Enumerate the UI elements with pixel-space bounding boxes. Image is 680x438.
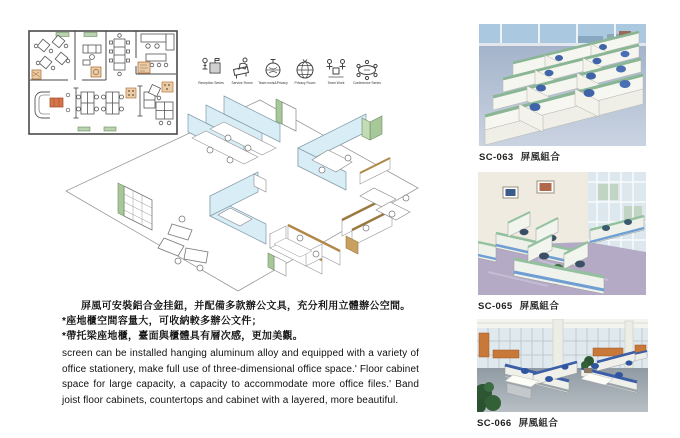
office-room	[83, 45, 101, 65]
legend-label: Conference Series	[353, 81, 382, 85]
photo-sc-065	[478, 172, 646, 295]
photo-sc-063	[479, 24, 646, 146]
product-sc-065	[478, 172, 646, 312]
legend-label: Reception Series	[197, 81, 224, 85]
legend-label: Team work&Privacy	[258, 81, 289, 85]
legend-label: Privacy Room	[294, 81, 316, 85]
caption-sc-065	[478, 298, 646, 312]
product-name: 屏風組合	[519, 301, 560, 312]
caption-sc-066	[477, 415, 648, 429]
isometric-drawing	[60, 88, 428, 300]
description-zh-line: 屏風可安裝鋁合金挂鈕，并配備多款辦公文具，充分利用立體辦公空間。	[81, 301, 411, 312]
reception-icon	[199, 56, 223, 82]
service-room-icon	[230, 56, 254, 82]
product-sc-063	[479, 24, 646, 163]
product-description	[62, 299, 419, 408]
reception-tables	[34, 35, 70, 70]
product-name: 屏風組合	[518, 418, 559, 429]
product-code: SC-066	[477, 418, 512, 429]
conference-icon	[355, 56, 379, 82]
team-work-icon	[324, 56, 348, 82]
product-name: 屏風組合	[520, 152, 561, 163]
photo-sc-066	[477, 319, 648, 412]
isometric-office-layout	[60, 88, 428, 300]
caption-sc-063	[479, 149, 646, 163]
description-en-text: screen can be installed hanging aluminum alloy and equipped with a variety of office stationery, make full use of three-dimensional office space.' Floor cabinet space for large capacity, a capacity to accommodate more office files.' Band joist floor cabinets, countertops and cabinet with a layered, more beautiful.	[62, 348, 419, 406]
description-zh-line: *座地櫃空間容量大，可收納較多辦公文件；	[62, 316, 262, 327]
product-code: SC-063	[479, 152, 514, 163]
teamwork-privacy-icon	[261, 56, 285, 82]
product-code: SC-065	[478, 301, 513, 312]
product-sc-066	[477, 319, 648, 429]
legend-label: Service Room	[231, 81, 253, 85]
legend-label: Team Work	[327, 81, 345, 85]
description-zh-line: *帶托梁座地櫃，臺面與櫃體具有層次感，更加美觀。	[62, 331, 304, 342]
conference-table	[110, 34, 130, 76]
privacy-room-icon	[293, 56, 317, 82]
